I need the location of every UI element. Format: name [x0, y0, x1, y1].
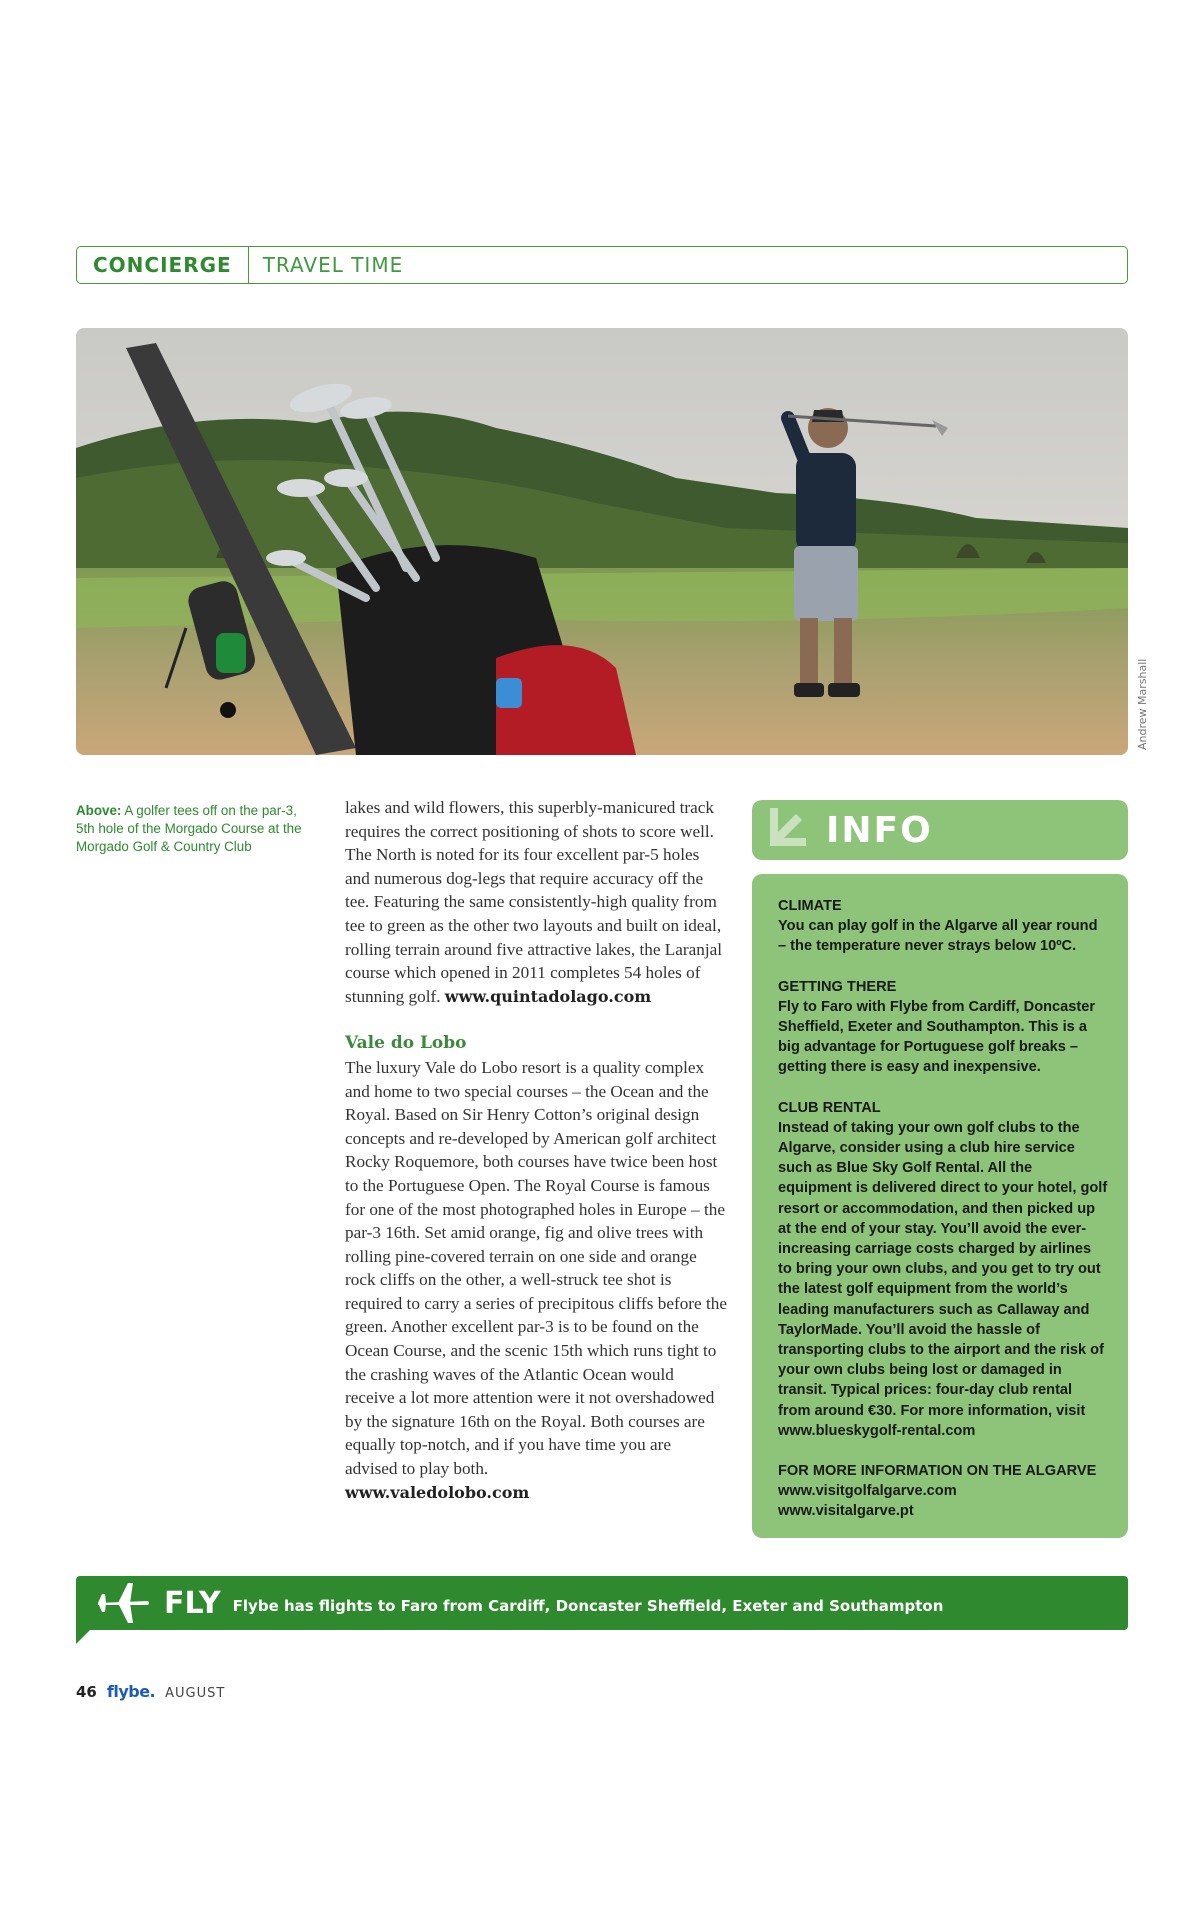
visitgolfalgarve-link[interactable]: www.visitgolfalgarve.com	[778, 1483, 957, 1500]
info-panel	[752, 874, 1128, 1538]
arrow-down-right-icon	[752, 800, 812, 860]
fly-text: Flybe has flights to Faro from Cardiff, Doncaster Sheffield, Exeter and Southampton	[232, 1597, 944, 1615]
section-label: CONCIERGE	[77, 247, 249, 283]
page-number: 46	[76, 1683, 97, 1701]
hero-photo	[76, 328, 1128, 755]
fly-label: FLY	[164, 1585, 221, 1621]
golf-scene-illustration	[76, 328, 1128, 755]
photo-caption	[76, 802, 316, 856]
bluesky-link[interactable]: www.blueskygolf-rental.com	[778, 1422, 976, 1439]
club-rental-heading: CLUB RENTAL	[778, 1099, 881, 1116]
flybe-logo: flybe.	[106, 1682, 156, 1701]
valedolobo-link[interactable]: www.valedolobo.com	[345, 1482, 530, 1502]
caption-text: A golfer tees off on the par-3, 5th hole of the Morgado Course at the Morgado Golf & Country Club	[76, 803, 302, 854]
visitalgarve-link[interactable]: www.visitalgarve.pt	[778, 1503, 914, 1520]
club-rental-text	[778, 1118, 1108, 1441]
article-paragraph	[345, 796, 727, 1008]
getting-there-text: Fly to Faro with Flybe from Cardiff, Doncaster Sheffield, Exeter and Southampton. This is a big advantage for Portuguese golf breaks – getting there is easy and inexpensive.	[778, 998, 1096, 1076]
article-paragraph: The luxury Vale do Lobo resort is a quality complex and home to two special courses – the Ocean and the Royal. Based on Sir Henry Cotton’s original design concepts and re-developed by American golf architect Rocky Roquemore, both courses have twice been host to the Portuguese Open. The Royal Course is famous for one of the most photographed holes in Europe – the par-3 16th. Set amid orange, fig and olive trees with rolling pine-covered terrain on one side and orange rock cliffs on the other, a well-struck tee shot is required to carry a series of precipitous cliffs before the green. Another excellent par-3 is to be found on the Ocean Course, and the scenic 15th which runs tight to the crashing waves of the Atlantic Ocean would receive a lot more attention were it not overshadowed by the signature 16th on the Royal. Both courses are equally top-notch, and if you have time you are advised to play both.	[345, 1057, 727, 1479]
more-info-heading: FOR MORE INFORMATION ON THE ALGARVE	[778, 1463, 1097, 1480]
article-body	[345, 796, 727, 1504]
climate-text: You can play golf in the Algarve all year round – the temperature never strays below 10ºC.	[778, 918, 1098, 955]
fly-banner	[76, 1576, 1128, 1630]
airplane-icon	[96, 1581, 150, 1625]
photo-credit: Andrew Marshall	[1136, 658, 1149, 750]
quintadolago-link[interactable]: www.quintadolago.com	[444, 986, 652, 1006]
info-heading	[752, 800, 1128, 860]
issue-month: AUGUST	[165, 1686, 226, 1701]
fly-banner-tail	[76, 1628, 92, 1644]
section-title: TRAVEL TIME	[262, 253, 404, 277]
subheading-vale-do-lobo: Vale do Lobo	[345, 1033, 467, 1054]
climate-heading: CLIMATE	[778, 898, 842, 914]
section-header	[76, 246, 1128, 284]
page-footer	[76, 1682, 225, 1701]
getting-there-heading: GETTING THERE	[778, 978, 897, 995]
caption-lead: Above:	[76, 803, 122, 818]
club-rental-body: Instead of taking your own golf clubs to the Algarve, consider using a club hire service such as Blue Sky Golf Rental. All the equipment is delivered direct to your hotel, golf resort or accommodation, and then picked up at the end of your stay. You’ll avoid the ever-increasing carriage costs charged by airlines to bring your own clubs, and you get to try out the latest golf equipment from the world’s leading manufacturers such as Callaway and TaylorMade. You’ll avoid the hassle of transporting clubs to the airport and the risk of your own clubs being lost or damaged in transit. Typical prices: four-day club rental from around €30. For more information, visit	[778, 1119, 1108, 1419]
article-text: lakes and wild flowers, this superbly-manicured track requires the correct positioning of shots to score well. The North is noted for its four excellent par-5 holes and numerous dog-legs that require accuracy off the tee. Featuring the same consistently-high quality from tee to green as the other two layouts and built on ideal, rolling terrain around five attractive lakes, the Laranjal course which opened in 2011 completes 54 holes of stunning golf.	[345, 798, 723, 1006]
info-title-text: INFO	[826, 809, 933, 851]
